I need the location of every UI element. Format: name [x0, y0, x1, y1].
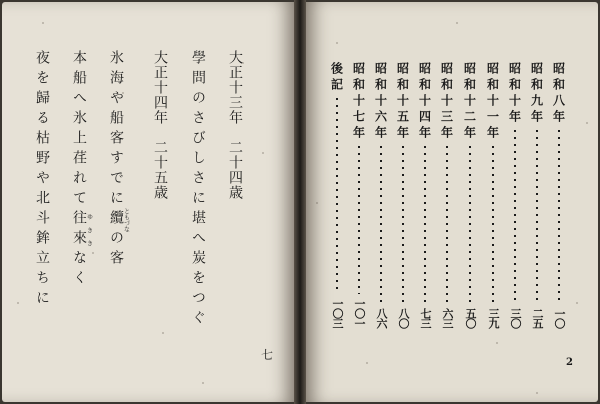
- text-segment: の客: [108, 230, 124, 270]
- paper-speck: [162, 332, 164, 334]
- paper-speck: [336, 42, 338, 44]
- toc-entry[interactable]: [372, 62, 390, 328]
- toc-entry-label: 昭和十年: [507, 62, 522, 126]
- toc-entry-page: 二五: [531, 308, 544, 328]
- toc-entry-page: 三九: [487, 308, 500, 328]
- toc-entry[interactable]: [416, 62, 434, 328]
- paper-speck: [262, 152, 264, 154]
- toc-entry-page: 八〇: [397, 308, 410, 328]
- page-number-right: 2: [566, 357, 573, 368]
- haiku-line: [188, 50, 208, 330]
- paper-speck: [17, 302, 19, 304]
- toc-entry-page: 六三: [441, 308, 454, 328]
- toc-leader-dots: [446, 146, 448, 304]
- text-segment: 大正十四年 二十五歳: [152, 50, 168, 200]
- toc-leader-dots: [402, 146, 404, 304]
- text-segment: 本船へ氷上荏れて: [71, 50, 87, 210]
- toc-entry[interactable]: [550, 62, 568, 328]
- toc-entry[interactable]: [506, 62, 524, 328]
- toc-entry-page: 三〇: [509, 308, 522, 328]
- left-page: [2, 2, 294, 402]
- year-heading-taisho14: [150, 50, 170, 200]
- toc-leader-dots: [336, 98, 338, 294]
- toc-entry[interactable]: [461, 62, 479, 328]
- toc-leader-dots: [492, 146, 494, 304]
- toc-entry[interactable]: [484, 62, 502, 328]
- toc-entry-label: 昭和十七年: [351, 62, 366, 142]
- ruby-reading: ともづな: [122, 208, 130, 232]
- toc-entry-label: 昭和十三年: [439, 62, 454, 142]
- text-segment: 學問のさびしさに堪へ炭をつぐ: [190, 50, 206, 330]
- paper-speck: [576, 302, 578, 304]
- paper-speck: [92, 252, 94, 254]
- paper-speck: [122, 92, 124, 94]
- toc-leader-dots: [514, 130, 516, 304]
- paper-speck: [496, 342, 498, 344]
- ruby-word: [71, 210, 93, 250]
- haiku-line: [69, 50, 92, 290]
- toc-entry-label: 昭和十四年: [417, 62, 432, 142]
- toc-entry[interactable]: [438, 62, 456, 328]
- toc-entry-label: 昭和九年: [529, 62, 544, 126]
- toc-entry-page: 八六: [375, 308, 388, 328]
- text-segment: なく: [71, 250, 87, 290]
- toc-leader-dots: [469, 146, 471, 304]
- paper-speck: [316, 202, 318, 204]
- toc-entry-label: 昭和十五年: [395, 62, 410, 142]
- book-gutter: [294, 0, 306, 404]
- text-segment: 氷海や船客すでに: [108, 50, 124, 210]
- toc-entry[interactable]: [528, 62, 546, 328]
- paper-speck: [242, 62, 244, 64]
- toc-leader-dots: [558, 130, 560, 304]
- page-number-left: 七: [261, 348, 274, 362]
- ruby-base: 纜: [108, 208, 124, 232]
- toc-leader-dots: [536, 130, 538, 304]
- toc-entry-page: 五〇: [464, 308, 477, 328]
- text-segment: 大正十三年 二十四歳: [227, 50, 243, 200]
- toc-entry-page: 一〇: [553, 308, 566, 328]
- haiku-line: [106, 50, 129, 270]
- right-page: [306, 2, 598, 402]
- toc-entry-page: 一〇一: [353, 298, 366, 328]
- paper-speck: [202, 382, 204, 384]
- toc-entry-label: 昭和十一年: [485, 62, 500, 142]
- paper-speck: [586, 122, 588, 124]
- text-segment: 夜を歸る枯野や北斗鉾立ちに: [34, 50, 50, 310]
- toc-entry-page: 七三: [419, 308, 432, 328]
- toc-leader-dots: [358, 146, 360, 294]
- haiku-line: [32, 50, 52, 310]
- toc-entry-label: 昭和十六年: [373, 62, 388, 142]
- paper-speck: [536, 392, 538, 394]
- toc-leader-dots: [380, 146, 382, 304]
- year-heading-taisho13: [225, 50, 245, 200]
- toc-entry-page: 一〇三: [331, 298, 344, 328]
- paper-speck: [42, 22, 44, 24]
- toc-entry-label: 昭和八年: [551, 62, 566, 126]
- ruby-word: [108, 208, 130, 232]
- ruby-reading: ゆきき: [85, 210, 93, 250]
- toc-entry[interactable]: [328, 62, 346, 328]
- toc-entry[interactable]: [394, 62, 412, 328]
- toc-entry-label: 後記: [329, 62, 344, 94]
- ruby-base: 往來: [71, 210, 87, 250]
- toc-leader-dots: [424, 146, 426, 304]
- paper-speck: [366, 362, 368, 364]
- toc-entry-label: 昭和十二年: [462, 62, 477, 142]
- toc-entry[interactable]: [350, 62, 368, 328]
- paper-speck: [456, 22, 458, 24]
